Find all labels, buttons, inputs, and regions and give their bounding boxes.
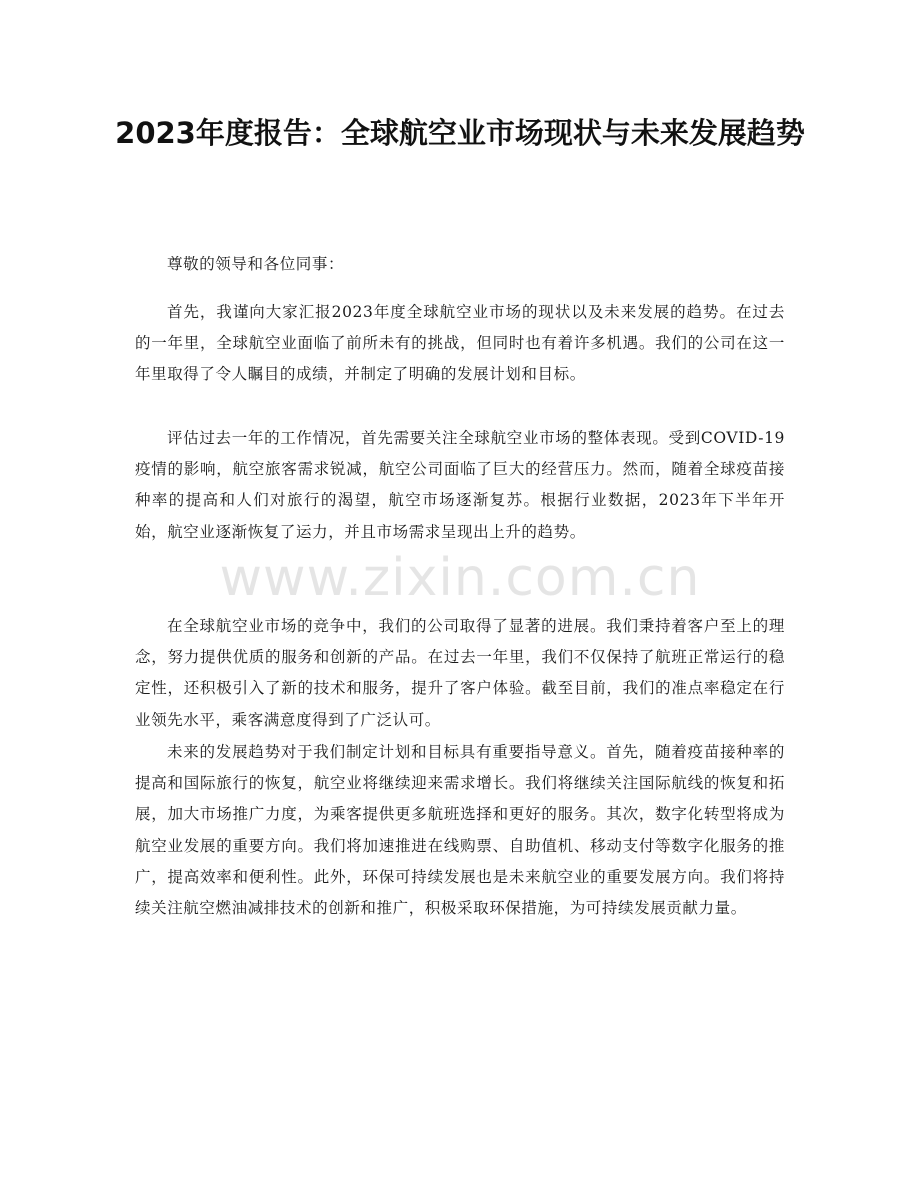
paragraph-1: 首先，我谨向大家汇报2023年度全球航空业市场的现状以及未来发展的趋势。在过去的一年里，全球航空业面临了前所未有的挑战，但同时也有着许多机遇。我们的公司在这一年里取得了令人瞩目的成绩，并制定了明确的发展计划和目标。 — [135, 303, 785, 384]
document-title: 2023年度报告：全球航空业市场现状与未来发展趋势 — [115, 116, 805, 150]
paragraph-4: 未来的发展趋势对于我们制定计划和目标具有重要指导意义。首先，随着疫苗接种率的提高和国际旅行的恢复，航空业将继续迎来需求增长。我们将继续关注国际航线的恢复和拓展，加大市场推广力度，为乘客提供更多航班选择和更好的服务。其次，数字化转型将成为航空业发展的重要方向。我们将加速推进在线购票、自助值机、移动支付等数字化服务的推广，提高效率和便利性。此外，环保可持续发展也是未来航空业的重要发展方向。我们将持续关注航空燃油减排技术的创新和推广，积极采取环保措施，为可持续发展贡献力量。 — [135, 743, 785, 918]
salutation: 尊敬的领导和各位同事： — [167, 255, 345, 273]
paragraph-3: 在全球航空业市场的竞争中，我们的公司取得了显著的进展。我们秉持着客户至上的理念，努力提供优质的服务和创新的产品。在过去一年里，我们不仅保持了航班正常运行的稳定性，还积极引入了新的技术和服务，提升了客户体验。截至目前，我们的准点率稳定在行业领先水平，乘客满意度得到了广泛认可。 — [135, 617, 785, 729]
watermark: www.zixin.com.cn — [219, 548, 701, 608]
paragraph-2: 评估过去一年的工作情况，首先需要关注全球航空业市场的整体表现。受到COVID-19疫情的影响，航空旅客需求锐减，航空公司面临了巨大的经营压力。然而，随着全球疫苗接种率的提高和人们对旅行的渴望，航空市场逐渐复苏。根据行业数据，2023年下半年开始，航空业逐渐恢复了运力，并且市场需求呈现出上升的趋势。 — [135, 429, 785, 541]
